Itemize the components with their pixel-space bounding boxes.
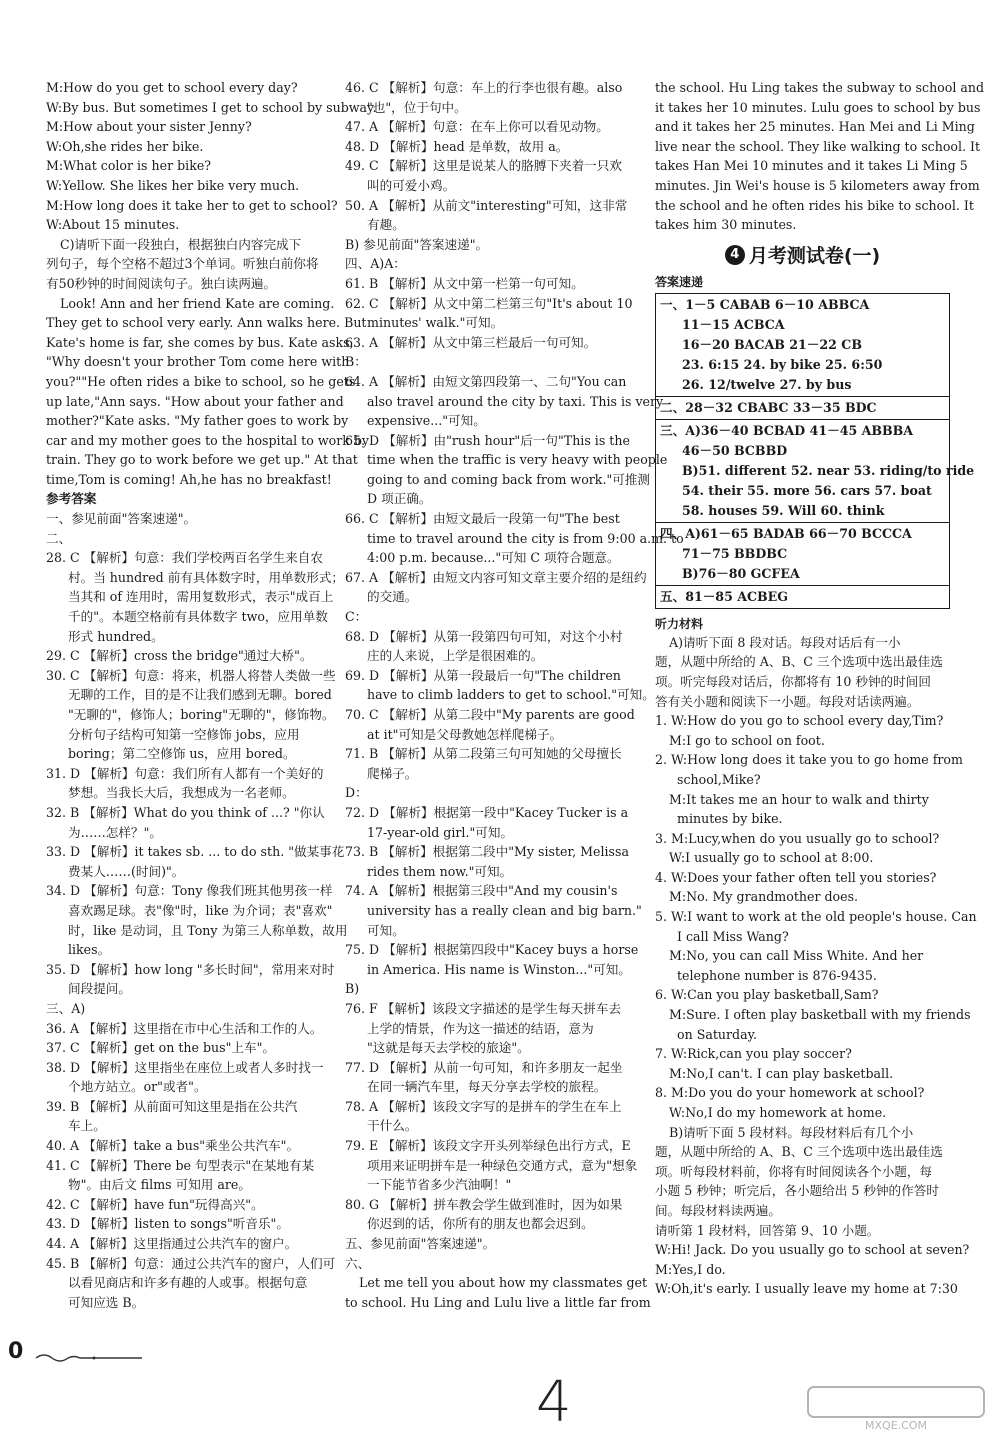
- listening-line: 3. M:Lucy,when do you usually go to school?: [655, 830, 940, 846]
- left-column-line: up late,"Ann says. "How about your father and: [46, 393, 344, 409]
- listening-line: 8. M:Do you do your homework at school?: [655, 1085, 925, 1101]
- listening-line: on Saturday.: [677, 1026, 758, 1042]
- left-column-line: 分析句子结构可知第一空修饰 jobs，应用: [68, 726, 300, 742]
- middle-column-line: B): [345, 981, 360, 997]
- left-column-line: 形式 hundred。: [68, 628, 164, 644]
- left-column-line: you?""He often rides a bike to school, so he gets: [46, 373, 356, 389]
- left-column-line: W:Yellow. She likes her bike very much.: [46, 177, 300, 193]
- left-column-line: 有50秒钟的时间阅读句子。独白读两遍。: [46, 275, 277, 291]
- middle-column-line: D 项正确。: [367, 491, 432, 507]
- middle-column-line: 80. G 【解析】拼车教会学生做到准时，因为如果: [345, 1196, 623, 1212]
- right-column: [655, 78, 985, 1299]
- left-column-line: 34. D 【解析】句意：Tony 像我们班其他男孩一样: [46, 883, 333, 899]
- middle-column-line: "也"，位于句中。: [367, 99, 467, 115]
- middle-column-line: 47. A 【解析】句意：在车上你可以看见动物。: [345, 119, 609, 135]
- middle-column-line: minutes' walk."可知。: [367, 315, 504, 331]
- middle-column-line: 75. D 【解析】根据第四段中"Kacey buys a horse: [345, 942, 639, 958]
- middle-column-line: time when the traffic is very heavy with people: [367, 452, 668, 468]
- middle-column-line: 64. A 【解析】由短文第四段第一、二句"You can: [345, 373, 627, 389]
- answer-row: [656, 586, 949, 608]
- middle-column-line: 4:00 p.m. because..."可知 C 项符合题意。: [367, 550, 620, 566]
- answer-line: 11－15 ACBCA: [682, 316, 785, 332]
- passage-continuation: [655, 78, 985, 235]
- middle-column-line: time to travel around the city is from 9:00 a.m. to: [367, 530, 684, 546]
- left-column-line: 35. D 【解析】how long "多长时间"，常用来对时: [46, 961, 335, 977]
- middle-column-line: 48. D 【解析】head 是单数，故用 a。: [345, 138, 569, 154]
- left-column-line: 一、参见前面"答案速递"。: [46, 511, 197, 527]
- middle-column-line: university has a really clean and big barn.": [367, 902, 642, 918]
- listening-line: W:No,I do my homework at home.: [669, 1105, 887, 1120]
- left-column-line: "Why doesn't your brother Tom come here with: [46, 354, 350, 370]
- middle-column-line: 66. C 【解析】由短文最后一段第一句"The best: [345, 511, 620, 527]
- middle-column-line: 一下能节省多少汽油啊！": [367, 1177, 512, 1193]
- listening-line: 4. W:Does your father often tell you stories?: [655, 869, 937, 885]
- test-title-text: 月考测试卷(一): [748, 245, 881, 268]
- left-column-line: M:What color is her bike?: [46, 158, 212, 174]
- passage-line: the school. Hu Ling takes the subway to school and: [655, 80, 985, 95]
- left-column-line: 参考答案: [46, 491, 97, 507]
- listening-line: 项。听完每段对话后，你都将有 10 秒钟的时间回: [655, 673, 931, 689]
- answer-line: 71－75 BBDBC: [682, 545, 788, 561]
- middle-column-line: 63. A 【解析】从文中第三栏最后一句可知。: [345, 334, 597, 350]
- test-title: [655, 239, 950, 271]
- left-column-line: 喜欢踢足球。表"像"时，like 为介词；表"喜欢": [68, 902, 333, 918]
- answer-line: B)51. different 52. near 53. riding/to ride: [682, 462, 975, 478]
- middle-column-line: 上学的情景，作为这一描述的结语，意为: [367, 1020, 594, 1036]
- answer-row: [656, 294, 949, 397]
- listening-line: 2. W:How long does it take you to go home from: [655, 752, 963, 768]
- listening-line: 6. W:Can you play basketball,Sam?: [655, 987, 879, 1003]
- left-column-line: M:How long does it take her to get to school?: [46, 197, 338, 213]
- left-column-line: 梦想。当我长大后，我想成为一名老师。: [68, 785, 295, 801]
- middle-column-line: C：: [345, 609, 368, 625]
- left-column-line: 个地方站立。or"或者"。: [68, 1079, 207, 1095]
- listening-line: 间。每段材料读两遍。: [655, 1202, 781, 1218]
- left-column-line: 33. D 【解析】it takes sb. ... to do sth. "做某事花: [46, 844, 345, 860]
- page-number: 0: [8, 1339, 24, 1364]
- listening-line: M:No. My grandmother does.: [669, 889, 859, 905]
- answer-row: [656, 420, 975, 523]
- middle-column-line: 干什么。: [367, 1118, 418, 1134]
- middle-column-line: D：: [345, 785, 368, 801]
- listening-line: M:No,I can't. I can play basketball.: [669, 1065, 894, 1081]
- listening-line: 答有关小题和阅读下一小题。每段对话读两遍。: [655, 693, 920, 709]
- passage-line: minutes. Jin Wei's house is 5 kilometers away from: [655, 177, 980, 193]
- left-column-line: 列句子，每个空格不超过3个单词。听独白前你将: [46, 256, 319, 272]
- answer-line: 五、81－85 ACBEG: [660, 588, 789, 604]
- left-column-line: 29. C 【解析】cross the bridge"通过大桥"。: [46, 648, 313, 664]
- left-column-line: 41. C 【解析】There be 句型表示"在某地有某: [46, 1157, 315, 1173]
- middle-column-line: to school. Hu Ling and Lulu live a little far from: [345, 1294, 651, 1310]
- left-column-line: 物"。由后文 films 可知用 are。: [68, 1177, 251, 1193]
- middle-column-line: 爬梯子。: [367, 765, 418, 781]
- answer-line: 54. their 55. more 56. cars 57. boat: [682, 482, 932, 498]
- answer-line: 三、A)36－40 BCBAD 41－45 ABBBA: [660, 422, 914, 438]
- left-column-line: 当其和 of 连用时，需用复数形式，表示"成百上: [68, 589, 334, 605]
- middle-column-line: 77. D 【解析】从前一句可知，和许多朋友一起坐: [345, 1059, 623, 1075]
- listening-line: 题，从题中所给的 A、B、C 三个选项中选出最佳选: [655, 654, 943, 670]
- left-column-line: They get to school very early. Ann walks here. But: [46, 315, 367, 331]
- listening-line: A)请听下面 8 段对话。每段对话后有一小: [669, 634, 901, 650]
- left-column-line: M:How about your sister Jenny?: [46, 119, 252, 135]
- listening-line: 5. W:I want to work at the old people's house. Can: [655, 909, 977, 925]
- middle-column-line: 69. D 【解析】从第一段最后一句"The children: [345, 667, 621, 683]
- left-column-line: 42. C 【解析】have fun"玩得高兴"。: [46, 1196, 264, 1212]
- left-column-line: M:How do you get to school every day?: [46, 80, 298, 95]
- listening-line: 请听第 1 段材料，回答第 9、10 小题。: [655, 1222, 880, 1238]
- left-column-line: W:Oh,she rides her bike.: [46, 138, 204, 154]
- left-column-line: 无聊的工作，目的是不让我们感到无聊。bored: [68, 687, 332, 703]
- middle-column-line: also travel around the city by taxi. This is very: [367, 393, 664, 409]
- middle-column-line: Let me tell you about how my classmates get: [359, 1275, 648, 1291]
- left-column-line: 费某人……(时间)"。: [68, 863, 185, 879]
- watermark-logo: [806, 1385, 986, 1433]
- passage-line: it takes her 10 minutes. Lulu goes to school by bus: [655, 99, 981, 115]
- left-column-line: 31. D 【解析】句意：我们所有人都有一个美好的: [46, 765, 324, 781]
- left-column-line: mother?"Kate asks. "My father goes to work by: [46, 413, 349, 429]
- listening-line: W:Oh,it's early. I usually leave my home at 7:30: [655, 1281, 958, 1297]
- handwritten-mark: 4: [536, 1370, 572, 1435]
- answer-line: 58. houses 59. Will 60. think: [682, 502, 885, 518]
- left-column-line: 千的"。本题空格前有具体数字 two，应用单数: [68, 609, 328, 625]
- listening-line: minutes by bike.: [677, 811, 783, 827]
- listening-line: 7. W:Rick,can you play soccer?: [655, 1046, 852, 1062]
- left-column-line: 36. A 【解析】这里指在市中心生活和工作的人。: [46, 1020, 323, 1036]
- answer-line: 16－20 BACAB 21－22 CB: [682, 336, 862, 352]
- middle-column-line: 79. E 【解析】该段文字开头列举绿色出行方式，E: [345, 1138, 631, 1154]
- middle-column-line: 六、: [345, 1255, 371, 1271]
- listening-line: 项。听每段材料前，你将有时间阅读各个小题，每: [655, 1163, 933, 1179]
- middle-column-line: B) 参见前面"答案速递"。: [345, 236, 489, 252]
- middle-column-line: "这就是每天去学校的旅途"。: [367, 1040, 530, 1056]
- left-column-line: W:By bus. But sometimes I get to school by subway.: [46, 99, 377, 115]
- listening-line: telephone number is 876-9435.: [677, 967, 877, 983]
- middle-column-line: 78. A 【解析】该段文字写的是拼车的学生在车上: [345, 1098, 622, 1114]
- left-column-line: W:About 15 minutes.: [46, 217, 180, 233]
- middle-column-line: 叫的可爱小鸡。: [367, 177, 456, 193]
- watermark-url: MXQE.COM: [865, 1419, 927, 1432]
- answer-line: 46－50 BCBBD: [682, 442, 788, 458]
- left-column-line: "无聊的"，修饰人；boring"无聊的"，修饰物。: [68, 707, 335, 722]
- middle-column-line: 72. D 【解析】根据第一段中"Kacey Tucker is a: [345, 804, 629, 820]
- left-column-line: boring；第二空修饰 us，应用 bored。: [68, 746, 296, 762]
- listening-line: 题，从题中所给的 A、B、C 三个选项中选出最佳选: [655, 1144, 943, 1160]
- middle-column-line: 五、参见前面"答案速递"。: [345, 1236, 496, 1252]
- left-column-line: 32. B 【解析】What do you think of ...? "你认: [46, 804, 325, 820]
- left-column-line: train. They go to work before we get up." At that: [46, 452, 358, 468]
- listening-line: I call Miss Wang?: [677, 928, 789, 944]
- answer-line: 一、1－5 CABAB 6－10 ABBCA: [660, 296, 870, 312]
- listening-line: M:It takes me an hour to walk and thirty: [669, 791, 929, 807]
- left-column-line: 村。当 hundred 前有具体数字时，用单数形式；: [68, 569, 345, 585]
- middle-column-line: 有趣。: [367, 217, 405, 233]
- left-column-line: 车上。: [68, 1118, 106, 1134]
- left-column-line: 43. D 【解析】listen to songs"听音乐"。: [46, 1216, 289, 1232]
- left-column-line: 37. C 【解析】get on the bus"上车"。: [46, 1040, 275, 1056]
- passage-line: takes him 30 minutes.: [655, 217, 797, 233]
- left-column-line: 44. A 【解析】这里指通过公共汽车的窗户。: [46, 1236, 298, 1252]
- left-column-line: car and my mother goes to the hospital to work by: [46, 432, 370, 448]
- left-column-line: 30. C 【解析】句意：将来，机器人将替人类做一些: [46, 667, 336, 683]
- middle-column-line: expensive..."可知。: [367, 413, 486, 429]
- listening-line: M:I go to school on foot.: [669, 732, 825, 748]
- middle-column-line: at it"可知是父母教她怎样爬梯子。: [367, 726, 563, 742]
- middle-column-line: 70. C 【解析】从第二段中"My parents are good: [345, 707, 635, 722]
- middle-column-line: going to and coming back from work."可推测: [367, 471, 651, 487]
- answer-box: [655, 293, 975, 609]
- left-column-line: 45. B 【解析】句意：通过公共汽车的窗户，人们可: [46, 1255, 336, 1271]
- middle-column-line: 73. B 【解析】根据第二段中"My sister, Melissa: [345, 844, 629, 860]
- middle-column-line: 在同一辆汽车里，每天分享去学校的旅程。: [367, 1079, 607, 1095]
- left-column-line: 39. B 【解析】从前面可知这里是指在公共汽: [46, 1098, 298, 1114]
- middle-column-line: 68. D 【解析】从第一段第四句可知，对这个小村: [345, 628, 623, 644]
- middle-column-line: 你迟到的话，你所有的朋友也都会迟到。: [367, 1216, 594, 1232]
- middle-column-line: 65. D 【解析】由"rush hour"后一句"This is the: [345, 432, 630, 448]
- listening-line: M:No, you can call Miss White. And her: [669, 948, 924, 964]
- answer-line: B)76－80 GCFEA: [682, 565, 800, 581]
- listening-line: B)请听下面 5 段材料。每段材料后有几个小: [669, 1124, 914, 1140]
- passage-line: the school and he often rides his bike to school. It: [655, 197, 974, 213]
- left-column-line: likes。: [68, 942, 111, 958]
- middle-column-line: 的交通。: [367, 589, 418, 605]
- listening-line: M:Yes,I do.: [655, 1261, 726, 1277]
- test-number-badge: 4: [725, 245, 745, 265]
- left-column-line: Look! Ann and her friend Kate are coming.: [60, 295, 335, 311]
- left-column-line: 以看见商店和许多有趣的人或事。根据句意: [68, 1275, 308, 1291]
- passage-line: takes Han Mei 10 minutes and it takes Li Ming 5: [655, 158, 968, 174]
- listening-line: school,Mike?: [677, 771, 761, 787]
- middle-column-line: 49. C 【解析】这里是说某人的胳膊下夹着一只欢: [345, 158, 622, 174]
- listening-line: W:I usually go to school at 8:00.: [669, 850, 874, 866]
- listening-label: 听力材料: [655, 616, 704, 631]
- middle-column-line: 67. A 【解析】由短文内容可知文章主要介绍的是纽约: [345, 569, 647, 585]
- listening-line: 1. W:How do you go to school every day,Tim?: [655, 713, 944, 729]
- answer-row: [656, 397, 949, 420]
- left-column-line: 二、: [46, 530, 72, 546]
- left-column-line: time,Tom is coming! Ah,he has no breakfast!: [46, 471, 332, 487]
- answer-row: [656, 523, 949, 586]
- listening-material: [655, 633, 977, 1299]
- passage-line: and it takes her 25 minutes. Han Mei and Li Ming: [655, 119, 975, 135]
- middle-column-line: in America. His name is Winston..."可知。: [367, 961, 631, 977]
- middle-column-line: 17-year-old girl."可知。: [367, 824, 514, 840]
- middle-column-line: 庄的人来说，上学是很困难的。: [367, 648, 544, 664]
- passage-line: live near the school. They like walking to school. It: [655, 138, 981, 154]
- middle-column-line: 62. C 【解析】从文中第二栏第三句"It's about 10: [345, 295, 633, 311]
- answer-line: 23. 6:15 24. by bike 25. 6:50: [682, 356, 883, 372]
- middle-column-line: 四、A)A：: [345, 256, 406, 272]
- middle-column-line: 61. B 【解析】从文中第一栏第一句可知。: [345, 275, 584, 291]
- listening-line: M:Sure. I often play basketball with my friends: [669, 1007, 971, 1023]
- left-column-line: 38. D 【解析】这里指坐在座位上或者人多时找一: [46, 1059, 324, 1075]
- answer-line: 26. 12/twelve 27. by bus: [682, 376, 852, 392]
- middle-column-line: 71. B 【解析】从第二段第三句可知她的父母擅长: [345, 746, 622, 762]
- answers-label: 答案速递: [655, 274, 704, 289]
- left-column-line: Kate's home is far, she comes by bus. Kate asks,: [46, 334, 354, 350]
- left-column-line: 40. A 【解析】take a bus"乘坐公共汽车"。: [46, 1138, 300, 1154]
- left-column-line: 时，like 是动词，且 Tony 为第三人称单数，故用: [68, 922, 348, 938]
- left-column-line: 28. C 【解析】句意：我们学校两百名学生来自农: [46, 550, 323, 566]
- left-column-line: 三、A): [46, 1000, 86, 1016]
- answer-line: 四、A)61－65 BADAB 66－70 BCCCA: [660, 525, 912, 541]
- listening-line: 小题 5 秒钟；听完后，各小题给出 5 秒钟的作答时: [655, 1183, 939, 1199]
- left-column-line: 为……怎样？"。: [68, 824, 162, 840]
- left-column-line: 间段提问。: [68, 981, 131, 997]
- middle-column-line: have to climb ladders to get to school."可知。: [367, 687, 655, 703]
- middle-column-line: 76. F 【解析】该段文字描述的是学生每天拼车去: [345, 1000, 622, 1016]
- answer-line: 二、28－32 CBABC 33－35 BDC: [660, 399, 877, 415]
- middle-column-line: 50. A 【解析】从前文"interesting"可知，这非常: [345, 197, 628, 213]
- middle-column-line: 46. C 【解析】句意：车上的行李也很有趣。also: [345, 80, 623, 95]
- footer-ornament-icon: [34, 1350, 144, 1362]
- middle-column-line: 项用来证明拼车是一种绿色交通方式，意为"想象: [367, 1157, 638, 1173]
- left-column-line: C)请听下面一段独白，根据独白内容完成下: [60, 236, 302, 252]
- middle-column-line: 可知。: [367, 922, 405, 938]
- middle-column-line: 74. A 【解析】根据第三段中"And my cousin's: [345, 883, 618, 899]
- listening-line: W:Hi! Jack. Do you usually go to school at seven?: [655, 1242, 970, 1258]
- middle-column-line: B：: [345, 354, 367, 370]
- middle-column-line: rides them now."可知。: [367, 863, 513, 879]
- left-column-line: 可知应选 B。: [68, 1294, 145, 1310]
